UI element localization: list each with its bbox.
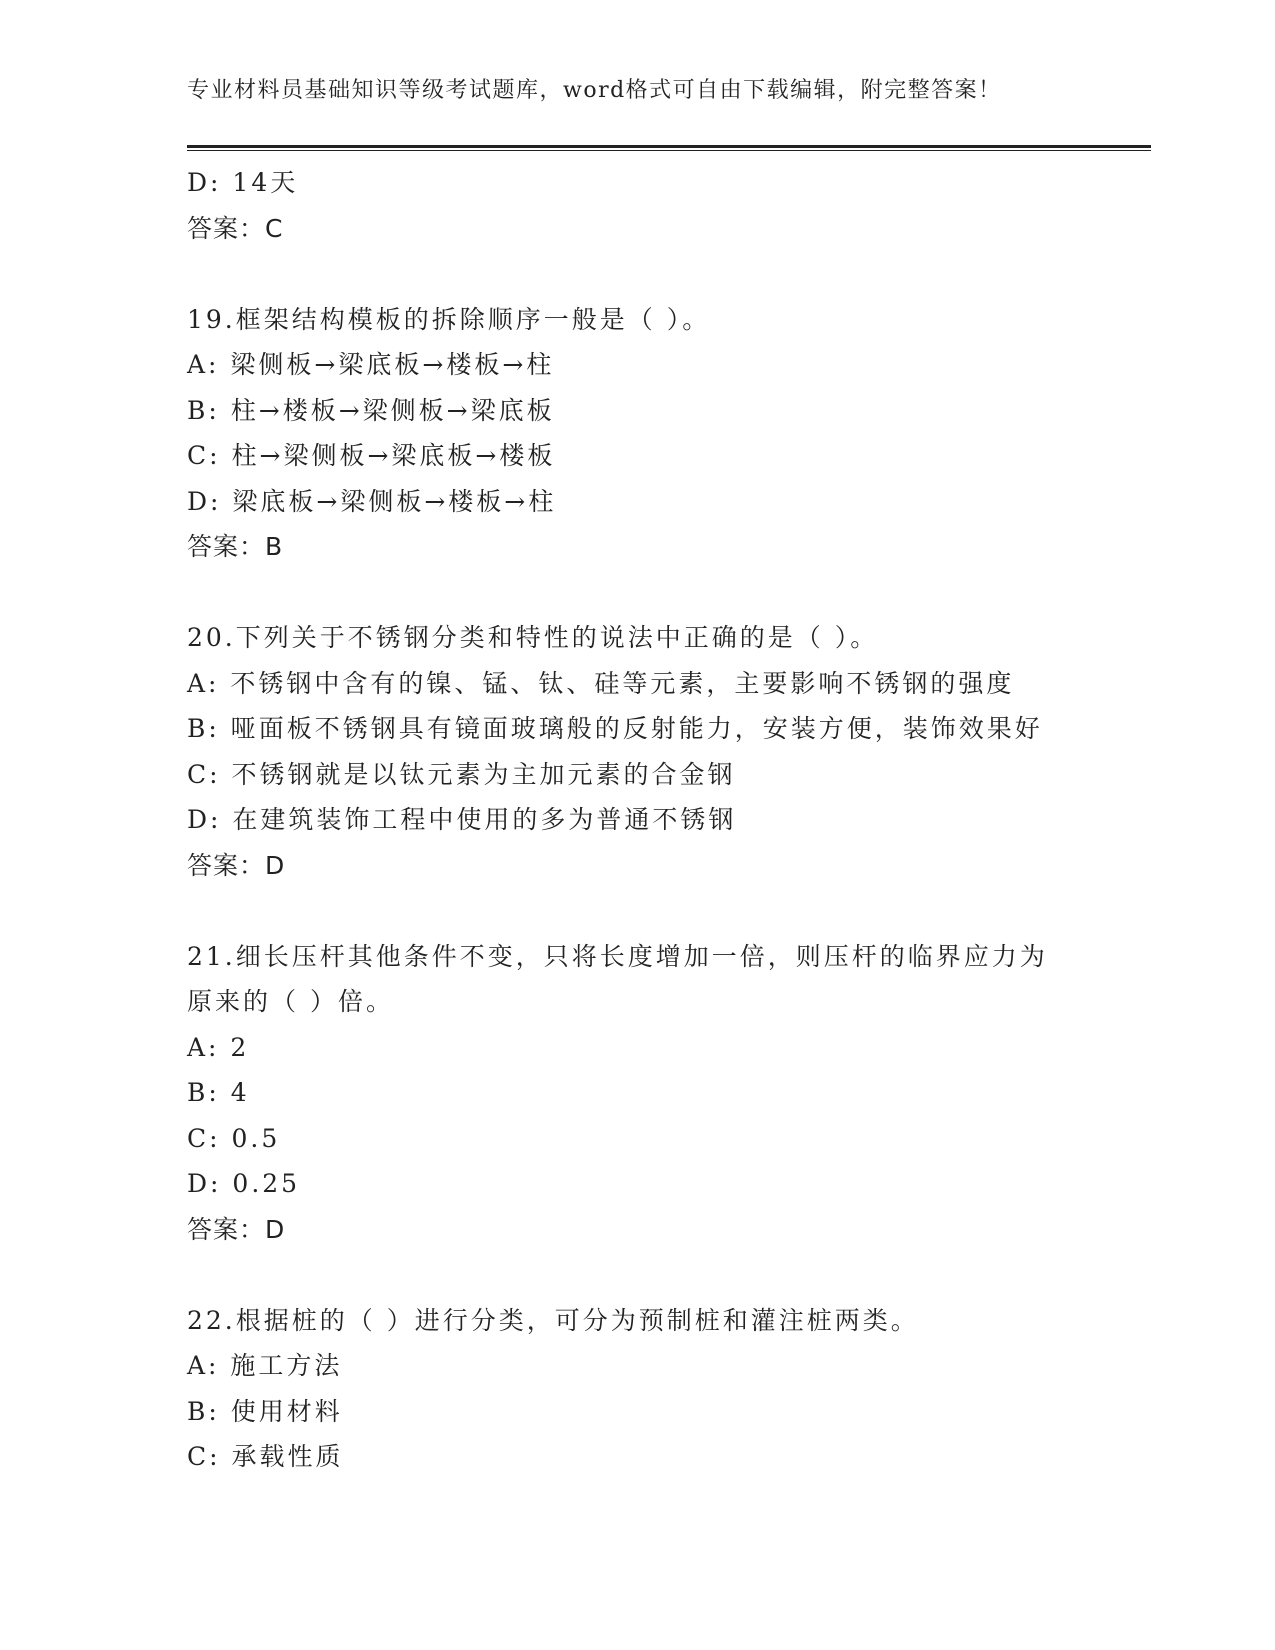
option-d: D: 梁底板→梁侧板→楼板→柱 <box>187 486 557 516</box>
option-d: D: 在建筑装饰工程中使用的多为普通不锈钢 <box>187 805 737 834</box>
question-stem: 20.下列关于不锈钢分类和特性的说法中正确的是（ ）。 <box>187 623 879 652</box>
spacer <box>187 251 1087 297</box>
question-block <box>187 1298 1087 1480</box>
option-d: D: 14天 <box>187 168 299 197</box>
document-body <box>187 160 1087 1480</box>
spacer <box>187 1252 1087 1298</box>
question-block <box>187 297 1087 570</box>
option-a: A: 2 <box>187 1032 250 1062</box>
spacer <box>187 570 1087 616</box>
option-b: B: 柱→楼板→梁侧板→梁底板 <box>187 395 555 425</box>
question-block <box>187 615 1087 888</box>
option-a: A: 梁侧板→梁底板→楼板→柱 <box>187 350 555 379</box>
option-b: B: 使用材料 <box>187 1396 343 1426</box>
option-d: D: 0.25 <box>187 1169 301 1198</box>
question-stem: 21.细长压杆其他条件不变，只将长度增加一倍，则压杆的临界应力为原来的（ ）倍。 <box>187 941 1048 1016</box>
question-block <box>187 934 1087 1253</box>
answer-line: 答案：D <box>187 1214 286 1244</box>
option-c: C: 柱→梁侧板→梁底板→楼板 <box>187 441 556 470</box>
option-a: A: 施工方法 <box>187 1351 343 1380</box>
answer-line: 答案：D <box>187 850 286 880</box>
option-b: B: 哑面板不锈钢具有镜面玻璃般的反射能力，安装方便，装饰效果好 <box>187 714 1043 743</box>
option-a: A: 不锈钢中含有的镍、锰、钛、硅等元素，主要影响不锈钢的强度 <box>187 668 1015 698</box>
question-stem: 22.根据桩的（ ）进行分类，可分为预制桩和灌注桩两类。 <box>187 1305 919 1335</box>
answer-line: 答案：C <box>187 213 284 243</box>
option-b: B: 4 <box>187 1078 250 1107</box>
spacer <box>187 888 1087 934</box>
option-c: C: 承载性质 <box>187 1442 344 1471</box>
option-c: C: 0.5 <box>187 1123 281 1153</box>
option-c: C: 不锈钢就是以钛元素为主加元素的合金钢 <box>187 759 736 789</box>
header-rule-thin <box>187 150 1151 151</box>
header-rule <box>187 145 1151 148</box>
question-stem: 19.框架结构模板的拆除顺序一般是（ ）。 <box>187 304 711 334</box>
page-header: 专业材料员基础知识等级考试题库，word格式可自由下载编辑，附完整答案！ <box>187 78 1002 103</box>
answer-line: 答案：B <box>187 532 284 561</box>
